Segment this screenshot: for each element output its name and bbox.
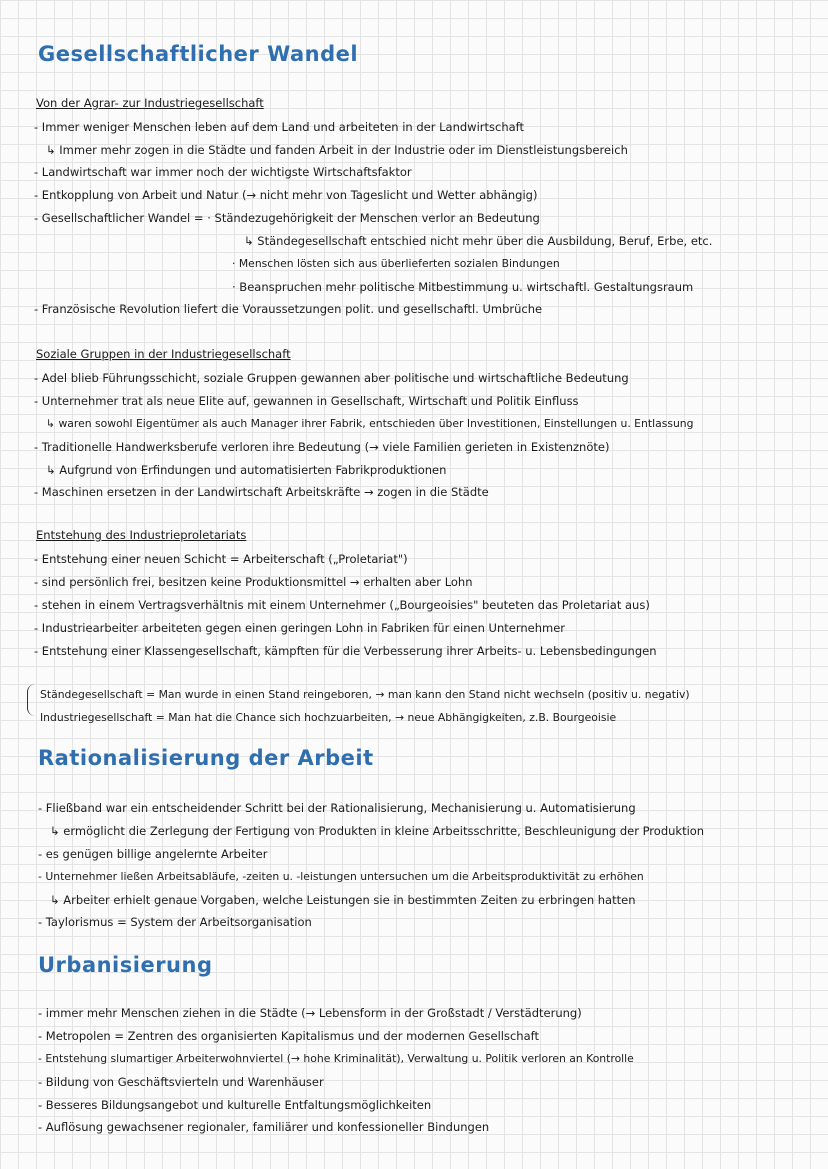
comparison-line-staende: Ständegesellschaft = Man wurde in einen Stand reingeboren, → man kann den Stand nicht wechseln (positiv u. negativ) (40, 688, 690, 701)
note-line: - Industriearbeiter arbeiteten gegen einen geringen Lohn in Fabriken für einen Unternehmer (34, 621, 566, 635)
note-line: - Unternehmer ließen Arbeitsabläufe, -zeiten u. -leistungen untersuchen um die Arbeitsproduktivität zu erhöhen (38, 870, 644, 883)
subheading-soziale-gruppen: Soziale Gruppen in der Industriegesellschaft (36, 347, 291, 361)
note-line: - stehen in einem Vertragsverhältnis mit einem Unternehmer („Bourgeoisies" beuteten das Proletariat aus) (34, 598, 650, 612)
section-title-rationalisierung: Rationalisierung der Arbeit (38, 746, 374, 770)
comparison-brace (27, 684, 36, 716)
note-line: - Immer weniger Menschen leben auf dem Land und arbeiteten in der Landwirtschaft (34, 120, 525, 134)
note-line: - Unternehmer trat als neue Elite auf, gewannen in Gesellschaft, Wirtschaft und Politik Einfluss (34, 394, 579, 408)
note-line: - Taylorismus = System der Arbeitsorganisation (38, 915, 312, 929)
note-line: - Metropolen = Zentren des organisierten Kapitalismus und der modernen Gesellschaft (38, 1029, 539, 1043)
note-line: · Menschen lösten sich aus überlieferten sozialen Bindungen (232, 257, 560, 270)
note-line: ↳ Aufgrund von Erfindungen und automatisierten Fabrikproduktionen (46, 463, 447, 477)
note-line: - es genügen billige angelernte Arbeiter (38, 847, 268, 861)
note-line: ↳ Ständegesellschaft entschied nicht mehr über die Ausbildung, Beruf, Erbe, etc. (244, 234, 713, 248)
subheading-agrar-industrie: Von der Agrar- zur Industriegesellschaft (36, 96, 264, 110)
note-line: ↳ Immer mehr zogen in die Städte und fanden Arbeit in der Industrie oder im Dienstleistungsbereich (46, 143, 628, 157)
note-line: - Gesellschaftlicher Wandel = · Ständezugehörigkeit der Menschen verlor an Bedeutung (34, 211, 540, 225)
note-line: - Entstehung einer Klassengesellschaft, kämpften für die Verbesserung ihrer Arbeits- u. Lebensbedingungen (34, 644, 657, 658)
note-line: - Entstehung einer neuen Schicht = Arbeiterschaft („Proletariat") (34, 552, 408, 566)
note-line: - Landwirtschaft war immer noch der wichtigste Wirtschaftsfaktor (34, 165, 412, 179)
note-line: · Beanspruchen mehr politische Mitbestimmung u. wirtschaftl. Gestaltungsraum (232, 280, 694, 294)
note-line: - Maschinen ersetzen in der Landwirtschaft Arbeitskräfte → zogen in die Städte (34, 485, 489, 499)
comparison-line-industrie: Industriegesellschaft = Man hat die Chance sich hochzuarbeiten, → neue Abhängigkeiten, z.B. Bourgeoisie (40, 711, 617, 724)
section-title-urbanisierung: Urbanisierung (38, 953, 213, 977)
note-line: - Französische Revolution liefert die Voraussetzungen polit. und gesellschaftl. Umbrüche (34, 302, 543, 316)
note-line: - Traditionelle Handwerksberufe verloren ihre Bedeutung (→ viele Familien gerieten in Existenznöte) (34, 440, 610, 454)
subheading-industrieproletariat: Entstehung des Industrieproletariats (36, 528, 247, 542)
note-line: - Entstehung slumartiger Arbeiterwohnviertel (→ hohe Kriminalität), Verwaltung u. Politik verloren an Kontrolle (38, 1052, 634, 1065)
note-line: - Entkopplung von Arbeit und Natur (→ nicht mehr von Tageslicht und Wetter abhängig) (34, 188, 538, 202)
section-title-gesellschaftlicher-wandel: Gesellschaftlicher Wandel (38, 42, 359, 66)
note-line: ↳ waren sowohl Eigentümer als auch Manager ihrer Fabrik, entschieden über Investitionen, Einstellungen u. Entlassung (46, 417, 694, 430)
note-line: - Fließband war ein entscheidender Schritt bei der Rationalisierung, Mechanisierung u. Automatisierung (38, 801, 636, 815)
note-line: - Bildung von Geschäftsvierteln und Warenhäuser (38, 1075, 324, 1089)
note-line: - Besseres Bildungsangebot und kulturelle Entfaltungsmöglichkeiten (38, 1098, 432, 1112)
note-line: - Auflösung gewachsener regionaler, familiärer und konfessioneller Bindungen (38, 1120, 490, 1134)
note-line: - immer mehr Menschen ziehen in die Städte (→ Lebensform in der Großstadt / Verstädterung) (38, 1006, 582, 1020)
note-line: ↳ ermöglicht die Zerlegung der Fertigung von Produkten in kleine Arbeitsschritte, Beschleunigung der Produktion (50, 824, 705, 838)
note-line: ↳ Arbeiter erhielt genaue Vorgaben, welche Leistungen sie in bestimmten Zeiten zu erbringen hatten (50, 893, 636, 907)
note-line: - sind persönlich frei, besitzen keine Produktionsmittel → erhalten aber Lohn (34, 575, 473, 589)
note-line: - Adel blieb Führungsschicht, soziale Gruppen gewannen aber politische und wirtschaftliche Bedeutung (34, 371, 629, 385)
